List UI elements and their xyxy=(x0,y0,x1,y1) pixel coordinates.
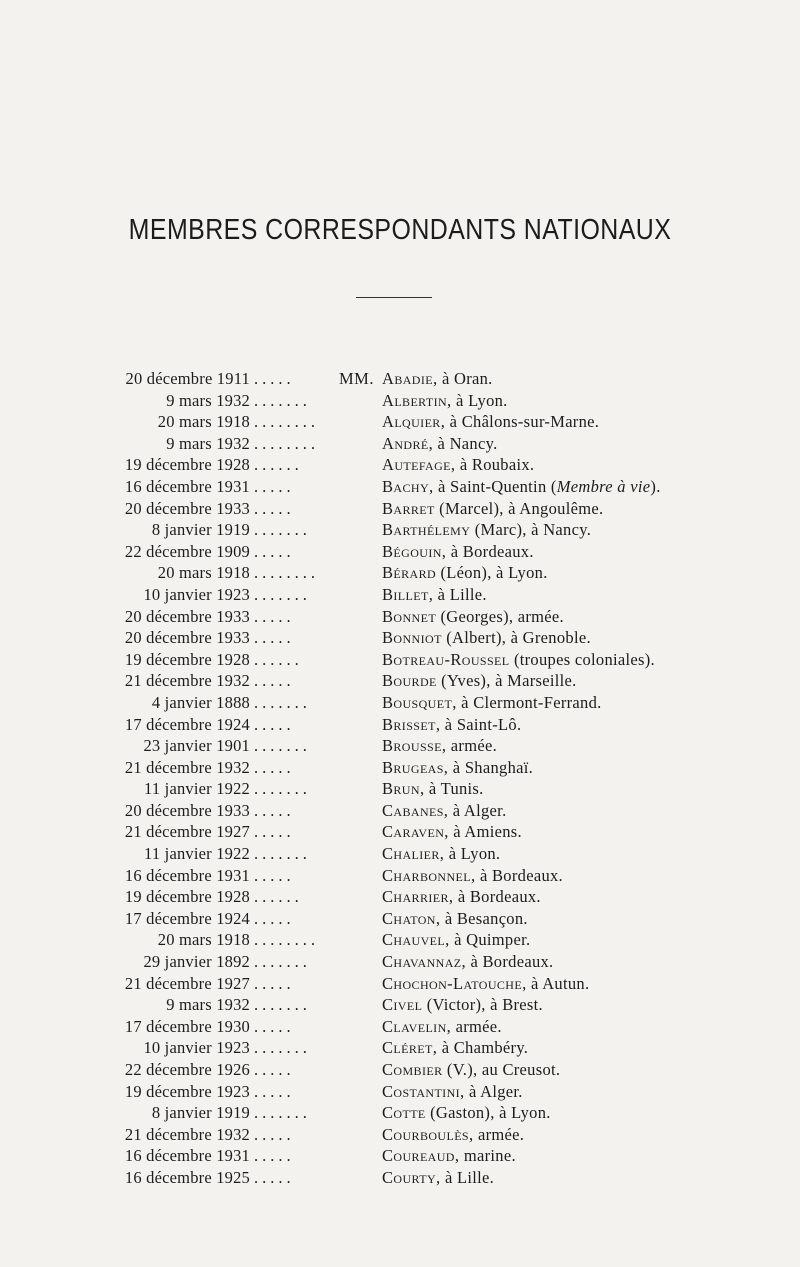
member-name xyxy=(382,973,589,995)
election-date: 21 décembre 1932 xyxy=(124,671,250,691)
member-entry xyxy=(0,865,800,887)
member-details: à Lyon. xyxy=(444,844,501,864)
member-details: armée. xyxy=(446,736,498,756)
election-date: 20 mars 1918 xyxy=(157,412,250,432)
member-details: à Bordeaux. xyxy=(475,865,563,885)
member-surname: Albertin, xyxy=(382,390,452,410)
member-entry xyxy=(0,778,800,800)
member-entry xyxy=(0,821,800,843)
member-details: à Bordeaux. xyxy=(466,952,554,972)
member-details: à Shanghaï. xyxy=(448,757,534,777)
member-surname: Bourde xyxy=(382,671,437,691)
member-entry xyxy=(0,1167,800,1189)
member-name xyxy=(382,1037,528,1059)
election-date: 16 décembre 1931 xyxy=(124,865,250,885)
leader-dots: ..... xyxy=(254,541,295,561)
election-date: 11 janvier 1922 xyxy=(144,844,250,864)
election-date: 17 décembre 1924 xyxy=(124,908,250,928)
leader-dots: ....... xyxy=(254,736,311,756)
member-name xyxy=(382,606,564,628)
member-entry xyxy=(0,1016,800,1038)
member-entry xyxy=(0,433,800,455)
election-date: 22 décembre 1926 xyxy=(124,1060,250,1079)
member-name xyxy=(382,951,553,973)
election-date: 17 décembre 1924 xyxy=(124,714,250,734)
leader-dots: ....... xyxy=(254,779,311,799)
member-name xyxy=(382,778,484,800)
member-details: (Georges), armée. xyxy=(436,606,564,626)
member-name xyxy=(382,886,541,908)
member-name xyxy=(382,1059,560,1081)
member-surname: Chauvel, xyxy=(382,930,450,950)
member-surname: Billet, xyxy=(382,584,434,604)
leader-dots: ....... xyxy=(254,520,311,540)
member-surname: Abadie, xyxy=(382,369,438,388)
leader-dots: ..... xyxy=(254,1016,295,1036)
member-entry xyxy=(0,606,800,628)
member-surname: Cabanes, xyxy=(382,800,449,820)
member-surname: Chochon-Latouche, xyxy=(382,973,527,993)
member-entry xyxy=(0,886,800,908)
member-details: (Marcel), à Angoulême. xyxy=(434,498,604,518)
member-details: à Oran. xyxy=(437,369,493,388)
election-date: 20 décembre 1933 xyxy=(124,498,250,518)
page-title: MEMBRES CORRESPONDANTS NATIONAUX xyxy=(128,214,672,246)
leader-dots: ....... xyxy=(254,584,311,604)
member-entry xyxy=(0,649,800,671)
leader-dots: ..... xyxy=(254,757,295,777)
member-entry xyxy=(0,1145,800,1167)
member-name xyxy=(382,843,500,865)
member-details: à Amiens. xyxy=(448,822,522,842)
title-rule xyxy=(356,297,432,298)
member-entry xyxy=(0,951,800,973)
member-entry xyxy=(0,584,800,606)
leader-dots: ..... xyxy=(254,714,295,734)
member-details: (Albert), à Grenoble. xyxy=(441,628,591,648)
member-surname: Costantini, xyxy=(382,1081,465,1101)
member-name xyxy=(382,411,599,433)
leader-dots: ....... xyxy=(254,692,311,712)
member-details: à Lille. xyxy=(440,1167,495,1187)
member-surname: Barret xyxy=(382,498,435,518)
member-details: (V.), au Creusot. xyxy=(442,1060,561,1079)
member-details: à Alger. xyxy=(464,1081,523,1101)
member-details: à Nancy. xyxy=(433,433,498,453)
member-surname: Brun, xyxy=(382,779,425,799)
member-entry xyxy=(0,692,800,714)
leader-dots: ....... xyxy=(254,844,311,864)
member-details: à Autun. xyxy=(526,973,590,993)
member-name xyxy=(382,865,563,887)
member-name xyxy=(382,800,507,822)
member-name xyxy=(382,735,497,757)
member-entry xyxy=(0,1081,800,1103)
leader-dots: ..... xyxy=(254,1060,295,1079)
leader-dots: ..... xyxy=(254,671,295,691)
member-surname: Civel xyxy=(382,995,423,1015)
member-entry xyxy=(0,929,800,951)
member-surname: Charbonnel, xyxy=(382,865,476,885)
election-date: 19 décembre 1928 xyxy=(124,887,250,907)
member-name xyxy=(382,929,530,951)
member-surname: Botreau-Roussel xyxy=(382,649,510,669)
member-entry xyxy=(0,735,800,757)
member-details: (Victor), à Brest. xyxy=(422,995,543,1015)
election-date: 20 décembre 1911 xyxy=(125,369,250,388)
election-date: 8 janvier 1919 xyxy=(151,520,250,540)
member-name xyxy=(382,627,591,649)
leader-dots: ...... xyxy=(254,455,303,475)
election-date: 9 mars 1932 xyxy=(166,433,250,453)
member-entry xyxy=(0,994,800,1016)
member-entry xyxy=(0,1059,800,1081)
member-surname: Brisset, xyxy=(382,714,441,734)
member-entry xyxy=(0,1124,800,1146)
leader-dots: ........ xyxy=(254,412,319,432)
member-surname: Bérard xyxy=(382,563,437,583)
leader-dots: ..... xyxy=(254,476,295,496)
member-surname: Alquier, xyxy=(382,412,446,432)
leader-dots: ..... xyxy=(254,1081,295,1101)
member-details: armée. xyxy=(451,1016,502,1036)
member-surname: Combier xyxy=(382,1060,443,1079)
member-surname: Bonniot xyxy=(382,628,442,648)
member-entry xyxy=(0,519,800,541)
member-note: Membre à vie xyxy=(556,476,651,496)
member-entry xyxy=(0,843,800,865)
leader-dots: ..... xyxy=(254,369,295,388)
member-name xyxy=(382,670,577,692)
member-surname: Charrier, xyxy=(382,887,454,907)
member-entry xyxy=(0,454,800,476)
member-name xyxy=(382,714,521,736)
member-entry xyxy=(0,498,800,520)
election-date: 20 mars 1918 xyxy=(157,930,250,950)
member-details: à Quimper. xyxy=(449,930,531,950)
member-entry xyxy=(0,368,800,390)
member-details: à Lille. xyxy=(433,584,487,604)
election-date: 20 décembre 1933 xyxy=(124,800,250,820)
member-details: (troupes coloniales). xyxy=(509,649,655,669)
member-details: à Saint-Quentin ( xyxy=(433,476,557,496)
member-surname: Brousse, xyxy=(382,736,447,756)
election-date: 17 décembre 1930 xyxy=(124,1016,250,1036)
leader-dots: ........ xyxy=(254,930,319,950)
leader-dots: ..... xyxy=(254,606,295,626)
election-date: 8 janvier 1919 xyxy=(151,1103,250,1123)
member-details: (Marc), à Nancy. xyxy=(470,520,592,540)
member-name xyxy=(382,562,548,584)
election-date: 19 décembre 1923 xyxy=(124,1081,250,1101)
election-date: 11 janvier 1922 xyxy=(144,779,250,799)
election-date: 19 décembre 1928 xyxy=(124,649,250,669)
member-name xyxy=(382,390,508,412)
leader-dots: ..... xyxy=(254,1124,295,1144)
member-name xyxy=(382,1167,494,1189)
member-entry xyxy=(0,757,800,779)
election-date: 20 décembre 1933 xyxy=(124,628,250,648)
election-date: 21 décembre 1927 xyxy=(124,822,250,842)
member-name xyxy=(382,368,493,390)
election-date: 16 décembre 1925 xyxy=(124,1167,250,1187)
member-details: à Alger. xyxy=(448,800,507,820)
member-details: à Roubaix. xyxy=(455,455,535,475)
leader-dots: ........ xyxy=(254,433,319,453)
member-name xyxy=(382,433,498,455)
election-date: 19 décembre 1928 xyxy=(124,455,250,475)
member-entry xyxy=(0,541,800,563)
member-surname: Brugeas, xyxy=(382,757,449,777)
member-details: à Clermont-Ferrand. xyxy=(456,692,602,712)
member-entry xyxy=(0,908,800,930)
leader-dots: ....... xyxy=(254,952,311,972)
leader-dots: ....... xyxy=(254,390,311,410)
member-note-close: ). xyxy=(650,476,661,496)
leader-dots: ..... xyxy=(254,822,295,842)
leader-dots: ...... xyxy=(254,887,303,907)
election-date: 21 décembre 1932 xyxy=(124,757,250,777)
leader-dots: ..... xyxy=(254,800,295,820)
election-date: 10 janvier 1923 xyxy=(143,1038,250,1058)
member-name xyxy=(382,498,603,520)
member-surname: Chalier, xyxy=(382,844,445,864)
election-date: 9 mars 1932 xyxy=(166,995,250,1015)
member-details: marine. xyxy=(459,1146,516,1166)
member-surname: Courboulès, xyxy=(382,1124,474,1144)
member-name xyxy=(382,1145,516,1167)
leader-dots: ........ xyxy=(254,563,319,583)
member-surname: Caraven, xyxy=(382,822,449,842)
member-surname: Bégouin, xyxy=(382,541,447,561)
member-surname: Chaton, xyxy=(382,908,441,928)
member-details: à Tunis. xyxy=(424,779,484,799)
election-date: 21 décembre 1927 xyxy=(124,973,250,993)
member-details: (Yves), à Marseille. xyxy=(436,671,577,691)
member-entry xyxy=(0,476,800,498)
member-surname: Bousquet, xyxy=(382,692,457,712)
member-surname: Bonnet xyxy=(382,606,437,626)
member-name xyxy=(382,1102,551,1124)
member-details: à Châlons-sur-Marne. xyxy=(445,412,600,432)
member-surname: André, xyxy=(382,433,434,453)
honorific-prefix: MM. xyxy=(339,369,374,388)
election-date: 20 mars 1918 xyxy=(157,563,250,583)
election-date: 10 janvier 1923 xyxy=(143,584,250,604)
member-name xyxy=(382,994,543,1016)
member-details: à Lyon. xyxy=(451,390,508,410)
member-surname: Bachy, xyxy=(382,476,434,496)
election-date: 4 janvier 1888 xyxy=(151,692,250,712)
member-name xyxy=(382,454,534,476)
leader-dots: ..... xyxy=(254,498,295,518)
member-name xyxy=(382,541,534,563)
leader-dots: ...... xyxy=(254,649,303,669)
leader-dots: ....... xyxy=(254,1103,311,1123)
member-details: à Chambéry. xyxy=(437,1038,529,1058)
member-surname: Barthélemy xyxy=(382,520,471,540)
leader-dots: ..... xyxy=(254,1146,295,1166)
election-date: 9 mars 1932 xyxy=(166,390,250,410)
member-details: à Bordeaux. xyxy=(453,887,541,907)
leader-dots: ..... xyxy=(254,908,295,928)
election-date: 16 décembre 1931 xyxy=(124,1146,250,1166)
member-name xyxy=(382,649,655,671)
election-date: 21 décembre 1932 xyxy=(124,1124,250,1144)
member-name xyxy=(382,908,528,930)
member-entry xyxy=(0,562,800,584)
election-date: 16 décembre 1931 xyxy=(124,476,250,496)
member-surname: Cléret, xyxy=(382,1038,438,1058)
member-name xyxy=(382,1016,502,1038)
member-entry xyxy=(0,1037,800,1059)
leader-dots: ..... xyxy=(254,628,295,648)
member-name xyxy=(382,1081,523,1103)
member-surname: Chavannaz, xyxy=(382,952,467,972)
member-entry xyxy=(0,973,800,995)
member-entry xyxy=(0,670,800,692)
election-date: 29 janvier 1892 xyxy=(143,952,250,972)
election-date: 20 décembre 1933 xyxy=(124,606,250,626)
members-list xyxy=(0,368,800,1189)
member-name xyxy=(382,1124,524,1146)
member-entry xyxy=(0,390,800,412)
member-details: à Bordeaux. xyxy=(446,541,534,561)
member-name xyxy=(382,757,533,779)
leader-dots: ..... xyxy=(254,973,295,993)
member-surname: Clavelin, xyxy=(382,1016,452,1036)
leader-dots: ....... xyxy=(254,1038,311,1058)
election-date: 23 janvier 1901 xyxy=(143,736,250,756)
member-entry xyxy=(0,1102,800,1124)
election-date: 22 décembre 1909 xyxy=(124,541,250,561)
member-name xyxy=(382,476,661,498)
member-name xyxy=(382,692,602,714)
member-details: à Saint-Lô. xyxy=(440,714,522,734)
member-name xyxy=(382,821,522,843)
member-entry xyxy=(0,800,800,822)
member-details: (Gaston), à Lyon. xyxy=(425,1103,551,1123)
member-surname: Autefage, xyxy=(382,455,456,475)
leader-dots: ..... xyxy=(254,865,295,885)
member-surname: Courty, xyxy=(382,1167,441,1187)
member-surname: Cotte xyxy=(382,1103,426,1123)
member-entry xyxy=(0,411,800,433)
member-details: armée. xyxy=(473,1124,525,1144)
leader-dots: ....... xyxy=(254,995,311,1015)
member-name xyxy=(382,519,591,541)
member-entry xyxy=(0,627,800,649)
leader-dots: ..... xyxy=(254,1167,295,1187)
member-entry xyxy=(0,714,800,736)
member-name xyxy=(382,584,487,606)
member-surname: Coureaud, xyxy=(382,1146,460,1166)
member-details: à Besançon. xyxy=(440,908,528,928)
member-details: (Léon), à Lyon. xyxy=(436,563,548,583)
